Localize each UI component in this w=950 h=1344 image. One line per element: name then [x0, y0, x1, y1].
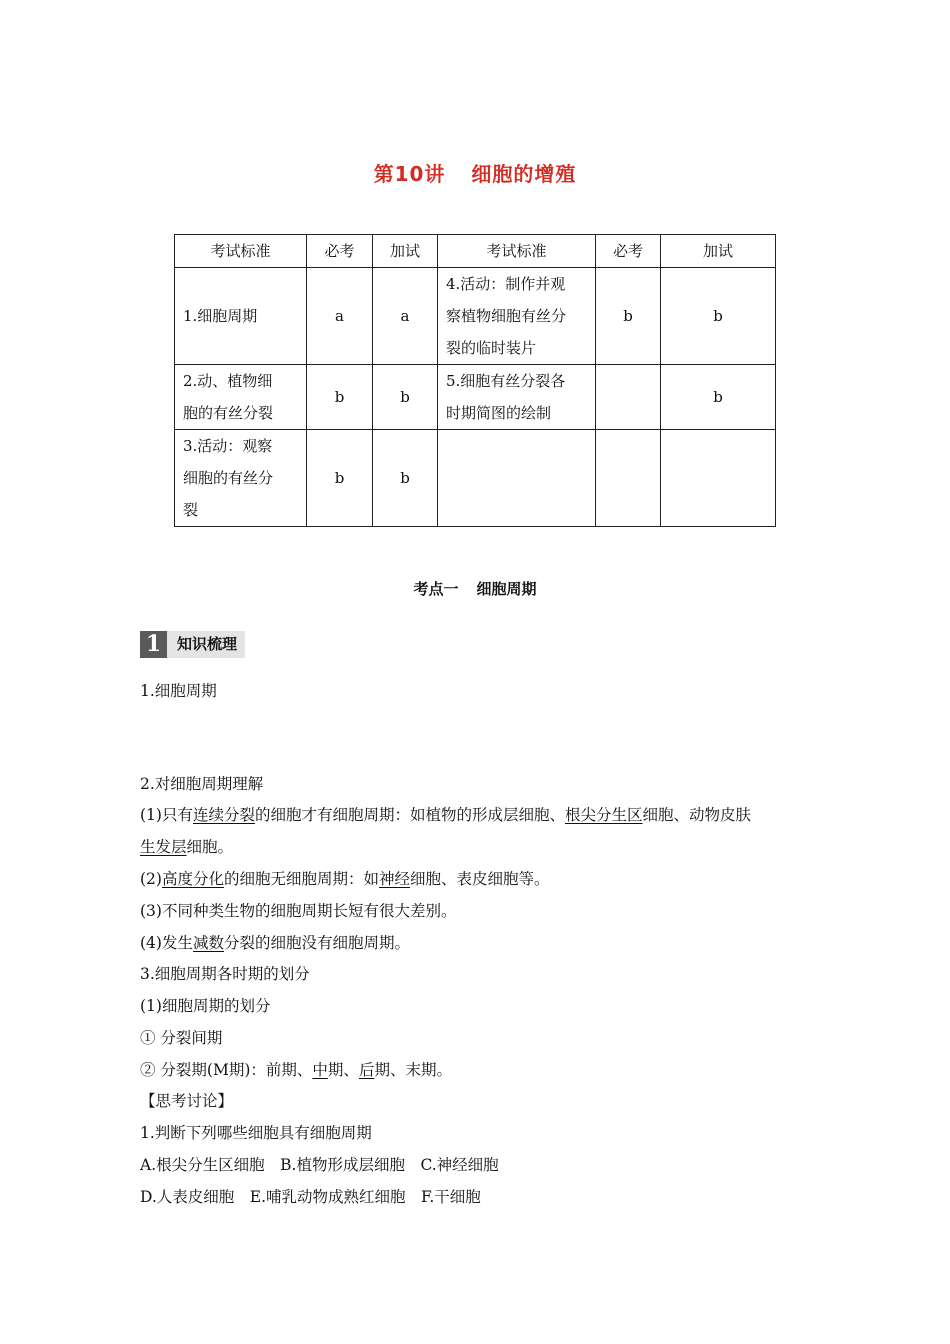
standard-cell: 2.动、植物细 胞的有丝分裂: [175, 365, 307, 430]
required-cell: a: [307, 268, 373, 365]
fill-blank: 减数: [192, 934, 224, 952]
paragraph: 3.细胞周期各时期的划分: [140, 965, 310, 983]
knowledge-badge: [140, 631, 245, 658]
paragraph: (2)高度分化的细胞无细胞周期：如神经细胞、表皮细胞等。: [140, 870, 550, 888]
extra-cell: b: [661, 268, 776, 365]
exam-standard-table: [174, 234, 776, 527]
option-line: D.人表皮细胞 E.哺乳动物成熟红细胞 F.干细胞: [140, 1188, 481, 1206]
paragraph: ② 分裂期(M期)：前期、中期、后期、末期。: [140, 1061, 452, 1079]
standard-cell: [438, 430, 596, 527]
extra-cell: b: [373, 365, 438, 430]
badge-label: 知识梳理: [167, 631, 245, 658]
table-header-row: [175, 235, 776, 268]
table-row: [175, 268, 776, 365]
header-cell: 考试标准: [438, 235, 596, 268]
paragraph: (1)细胞周期的划分: [140, 997, 271, 1015]
option-line: A.根尖分生区细胞 B.植物形成层细胞 C.神经细胞: [140, 1156, 499, 1174]
fill-blank: 连续分裂: [192, 806, 255, 824]
header-cell: 加试: [373, 235, 438, 268]
paragraph: 2.对细胞周期理解: [140, 775, 264, 793]
header-cell: 必考: [307, 235, 373, 268]
required-cell: [596, 430, 661, 527]
header-cell: 必考: [596, 235, 661, 268]
fill-blank: 后: [358, 1061, 375, 1079]
fill-blank: 根尖分生区: [565, 806, 643, 824]
header-cell: 加试: [661, 235, 776, 268]
page-title: [0, 158, 950, 187]
standard-cell: 1.细胞周期: [175, 268, 307, 365]
required-cell: [596, 365, 661, 430]
paragraph: 生发层细胞。: [140, 838, 234, 856]
table-row: [175, 430, 776, 527]
paragraph: 1.判断下列哪些细胞具有细胞周期: [140, 1124, 372, 1142]
paragraph: (4)发生减数分裂的细胞没有细胞周期。: [140, 934, 410, 952]
fill-blank: 生发层: [140, 838, 187, 856]
table-row: [175, 365, 776, 430]
required-cell: b: [307, 430, 373, 527]
standard-cell: 3.活动：观察 细胞的有丝分 裂: [175, 430, 307, 527]
section-heading: 考点一 细胞周期: [413, 580, 537, 598]
badge-number: 1: [140, 631, 167, 658]
required-cell: b: [307, 365, 373, 430]
paragraph: (3)不同种类生物的细胞周期长短有很大差别。: [140, 902, 457, 920]
extra-cell: b: [373, 430, 438, 527]
header-cell: 考试标准: [175, 235, 307, 268]
standard-cell: 5.细胞有丝分裂各 时期简图的绘制: [438, 365, 596, 430]
fill-blank: 高度分化: [161, 870, 224, 888]
standard-cell: 4.活动：制作并观 察植物细胞有丝分 裂的临时装片: [438, 268, 596, 365]
lecture-number: 第10讲: [373, 162, 446, 186]
fill-blank: 神经: [379, 870, 411, 888]
fill-blank: 中: [312, 1061, 328, 1079]
extra-cell: [661, 430, 776, 527]
extra-cell: a: [373, 268, 438, 365]
required-cell: b: [596, 268, 661, 365]
paragraph: (1)只有连续分裂的细胞才有细胞周期：如植物的形成层细胞、根尖分生区细胞、动物皮肤: [140, 806, 752, 824]
lecture-name: 细胞的增殖: [471, 162, 577, 186]
paragraph: 1.细胞周期: [140, 682, 217, 700]
extra-cell: b: [661, 365, 776, 430]
discussion-heading: 【思考讨论】: [140, 1092, 234, 1110]
paragraph: ① 分裂间期: [140, 1029, 223, 1047]
